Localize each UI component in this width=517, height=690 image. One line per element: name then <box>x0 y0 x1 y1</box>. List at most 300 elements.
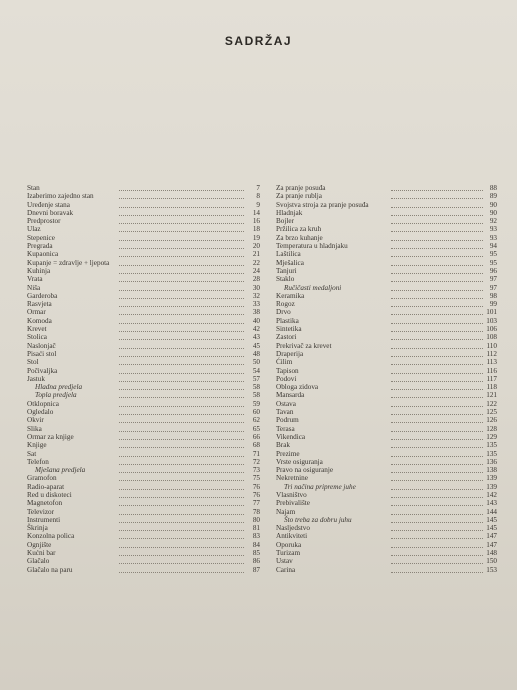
toc-entry <box>27 508 260 516</box>
toc-entry <box>27 441 260 449</box>
toc-page-number: 135 <box>486 441 497 450</box>
toc-subentry-label: Ručičasti medaljoni <box>284 283 342 292</box>
toc-page-number: 135 <box>486 449 497 458</box>
dot-leader <box>391 572 483 573</box>
dot-leader <box>391 190 483 191</box>
toc-page-number: 77 <box>252 499 260 508</box>
dot-leader <box>391 331 483 332</box>
toc-entry-label: Za pranje rublja <box>276 192 322 201</box>
dot-leader <box>391 265 483 266</box>
toc-entry <box>27 350 260 358</box>
dot-leader <box>391 231 483 232</box>
toc-entry <box>27 566 260 574</box>
toc-entry <box>276 333 497 341</box>
toc-entry <box>27 557 260 565</box>
toc-entry <box>276 466 497 474</box>
toc-page-number: 139 <box>486 474 497 483</box>
toc-entry <box>276 483 497 491</box>
toc-entry-label: Uređenje stana <box>27 200 70 209</box>
dot-leader <box>391 240 483 241</box>
toc-page-number: 147 <box>486 532 497 541</box>
toc-page-number: 101 <box>486 308 497 317</box>
dot-leader <box>391 381 483 382</box>
dot-leader <box>119 414 244 415</box>
toc-page-number: 7 <box>256 184 260 192</box>
toc-entry <box>276 549 497 557</box>
toc-entry-label: Prebivalište <box>276 499 310 508</box>
toc-entry <box>27 499 260 507</box>
toc-entry <box>27 184 260 192</box>
toc-entry-label: Mansarda <box>276 391 305 400</box>
toc-entry-label: Za brzo kuhanje <box>276 233 323 242</box>
toc-entry <box>276 342 497 350</box>
toc-entry-label: Tavan <box>276 408 294 417</box>
toc-page-number: 59 <box>252 399 260 408</box>
toc-entry <box>276 499 497 507</box>
toc-entry <box>27 358 260 366</box>
toc-page-number: 78 <box>252 507 260 516</box>
toc-page-number: 42 <box>252 325 260 334</box>
dot-leader <box>391 406 483 407</box>
dot-leader <box>119 422 244 423</box>
toc-entry-label: Pisaći stol <box>27 349 57 358</box>
toc-entry-label: Turizam <box>276 549 301 558</box>
toc-page-number: 50 <box>252 358 260 367</box>
toc-page-number: 66 <box>252 432 260 441</box>
toc-entry <box>276 375 497 383</box>
toc-entry-label: Stepenice <box>27 233 55 242</box>
dot-leader <box>391 422 483 423</box>
toc-page-number: 139 <box>486 482 497 491</box>
dot-leader <box>119 489 244 490</box>
toc-entry <box>27 300 260 308</box>
toc-entry <box>27 516 260 524</box>
toc-entry <box>27 275 260 283</box>
toc-page-number: 126 <box>486 416 497 425</box>
toc-page-number: 110 <box>486 341 497 350</box>
dot-leader <box>119 314 244 315</box>
toc-entry-label: Keramika <box>276 291 305 300</box>
toc-entry <box>276 441 497 449</box>
toc-entry-label: Instrumenti <box>27 515 61 524</box>
dot-leader <box>391 480 483 481</box>
dot-leader <box>391 306 483 307</box>
toc-page-number: 92 <box>489 217 497 226</box>
toc-page-number: 97 <box>489 283 497 292</box>
dot-leader <box>119 339 244 340</box>
dot-leader <box>119 497 244 498</box>
toc-subentry-label: Što treba za dobru juhu <box>284 515 352 524</box>
toc-page-number: 33 <box>252 300 260 309</box>
toc-page-number: 94 <box>489 242 497 251</box>
toc-entry-label: Oporuka <box>276 540 302 549</box>
toc-page-number: 142 <box>486 490 497 499</box>
dot-leader <box>391 563 483 564</box>
dot-leader <box>119 522 244 523</box>
toc-entry-label: Počivaljka <box>27 366 58 375</box>
toc-page-number: 16 <box>252 217 260 226</box>
toc-entry-label: Telefon <box>27 457 49 466</box>
toc-entry <box>276 217 497 225</box>
toc-page-number: 19 <box>252 233 260 242</box>
toc-entry-label: Ognjište <box>27 540 52 549</box>
toc-page-number: 153 <box>486 565 497 574</box>
toc-entry <box>27 416 260 424</box>
toc-column-right <box>276 184 497 574</box>
dot-leader <box>391 464 483 465</box>
toc-entry-label: Stan <box>27 184 40 192</box>
toc-page-number: 125 <box>486 408 497 417</box>
toc-page-number: 147 <box>486 540 497 549</box>
dot-leader <box>119 223 244 224</box>
toc-entry <box>276 259 497 267</box>
toc-page-number: 85 <box>252 549 260 558</box>
toc-entry-label: Stol <box>27 358 39 367</box>
toc-page-number: 75 <box>252 474 260 483</box>
toc-page-number: 71 <box>252 449 260 458</box>
toc-entry <box>276 267 497 275</box>
toc-page-number: 121 <box>486 391 497 400</box>
toc-entry <box>276 524 497 532</box>
toc-entry-label: Drvo <box>276 308 291 317</box>
toc-entry-label: Nekretnine <box>276 474 308 483</box>
dot-leader <box>391 389 483 390</box>
toc-entry <box>27 325 260 333</box>
dot-leader <box>391 530 483 531</box>
dot-leader <box>391 290 483 291</box>
toc-entry <box>276 416 497 424</box>
dot-leader <box>119 356 244 357</box>
dot-leader <box>391 397 483 398</box>
toc-entry-label: Gramofon <box>27 474 57 483</box>
toc-entry <box>27 284 260 292</box>
toc-page-number: 54 <box>252 366 260 375</box>
toc-entry-label: Dnevni boravak <box>27 208 74 217</box>
toc-page-number: 122 <box>486 399 497 408</box>
toc-entry <box>27 259 260 267</box>
toc-entry-label: Zastori <box>276 333 297 342</box>
dot-leader <box>391 505 483 506</box>
toc-page-number: 57 <box>252 374 260 383</box>
toc-page-number: 40 <box>252 316 260 325</box>
toc-page-number: 95 <box>489 258 497 267</box>
toc-entry <box>27 317 260 325</box>
toc-entry-label: Tanjuri <box>276 266 297 275</box>
toc-entry <box>276 242 497 250</box>
dot-leader <box>391 248 483 249</box>
toc-entry-label: Ogledalo <box>27 408 54 417</box>
dot-leader <box>119 530 244 531</box>
toc-page-number: 81 <box>252 524 260 533</box>
dot-leader <box>391 323 483 324</box>
dot-leader <box>391 314 483 315</box>
toc-page-number: 98 <box>489 291 497 300</box>
toc-entry-label: Slika <box>27 424 42 433</box>
toc-entry-label: Glačalo na paru <box>27 565 73 574</box>
toc-page-number: 136 <box>486 457 497 466</box>
dot-leader <box>119 281 244 282</box>
dot-leader <box>119 563 244 564</box>
toc-entry <box>27 383 260 391</box>
dot-leader <box>391 447 483 448</box>
toc-page-number: 112 <box>486 349 497 358</box>
dot-leader <box>119 431 244 432</box>
toc-page-number: 43 <box>252 333 260 342</box>
toc-entry-label: Stolica <box>27 333 47 342</box>
dot-leader <box>119 389 244 390</box>
toc-entry <box>27 458 260 466</box>
toc-entry <box>276 234 497 242</box>
toc-entry-label: Hladnjak <box>276 208 303 217</box>
toc-page-number: 73 <box>252 466 260 475</box>
dot-leader <box>391 472 483 473</box>
toc-page-number: 117 <box>486 374 497 383</box>
toc-page-number: 68 <box>252 441 260 450</box>
toc-entry <box>276 317 497 325</box>
toc-entry <box>27 217 260 225</box>
dot-leader <box>391 215 483 216</box>
dot-leader <box>119 439 244 440</box>
toc-entry-label: Pržilica za kruh <box>276 225 322 234</box>
dot-leader <box>119 207 244 208</box>
toc-subentry-label: Topla predjela <box>35 391 77 400</box>
toc-entry-label: Temperatura u hladnjaku <box>276 242 348 251</box>
toc-entry-label: Knjige <box>27 441 47 450</box>
toc-entry-label: Kuhinja <box>27 266 51 275</box>
toc-entry <box>276 391 497 399</box>
toc-entry-label: Vikendica <box>276 432 306 441</box>
dot-leader <box>391 348 483 349</box>
toc-entry <box>276 284 497 292</box>
toc-entry <box>276 516 497 524</box>
toc-page-number: 108 <box>486 333 497 342</box>
dot-leader <box>119 231 244 232</box>
dot-leader <box>119 555 244 556</box>
toc-entry <box>27 524 260 532</box>
toc-entry-label: Sintetika <box>276 325 302 334</box>
toc-entry <box>27 209 260 217</box>
toc-entry-label: Red u diskoteci <box>27 490 72 499</box>
toc-entry-label: Magnetofon <box>27 499 63 508</box>
toc-entry <box>276 450 497 458</box>
toc-page-number: 30 <box>252 283 260 292</box>
toc-entry-label: Draperija <box>276 349 304 358</box>
toc-page-number: 128 <box>486 424 497 433</box>
toc-page-number: 45 <box>252 341 260 350</box>
toc-entry-label: Brak <box>276 441 290 450</box>
toc-page-number: 118 <box>486 383 497 392</box>
dot-leader <box>119 406 244 407</box>
dot-leader <box>391 207 483 208</box>
toc-page-number: 8 <box>256 192 260 201</box>
toc-entry-label: Komoda <box>27 316 52 325</box>
toc-entry <box>276 308 497 316</box>
toc-page-number: 65 <box>252 424 260 433</box>
toc-entry <box>27 408 260 416</box>
toc-entry-label: Pregrada <box>27 242 53 251</box>
toc-page-number: 106 <box>486 325 497 334</box>
toc-subentry-label: Hladna predjela <box>35 383 83 392</box>
toc-page-number: 21 <box>252 250 260 259</box>
dot-leader <box>119 538 244 539</box>
toc-page-number: 84 <box>252 540 260 549</box>
toc-entry-label: Antikviteti <box>276 532 308 541</box>
dot-leader <box>119 265 244 266</box>
dot-leader <box>391 456 483 457</box>
dot-leader <box>391 514 483 515</box>
toc-entry-label: Garderoba <box>27 291 58 300</box>
toc-entry-label: Obloga zidova <box>276 383 319 392</box>
toc-entry-label: Tapison <box>276 366 299 375</box>
dot-leader <box>391 414 483 415</box>
toc-entry-label: Radio-aparat <box>27 482 65 491</box>
toc-entry <box>27 541 260 549</box>
toc-page-number: 113 <box>486 358 497 367</box>
dot-leader <box>391 281 483 282</box>
toc-entry <box>27 201 260 209</box>
dot-leader <box>391 431 483 432</box>
toc-entry <box>276 367 497 375</box>
toc-entry <box>276 325 497 333</box>
toc-entry-label: Svojstva stroja za pranje posuđa <box>276 200 369 209</box>
toc-page-number: 148 <box>486 549 497 558</box>
dot-leader <box>119 505 244 506</box>
toc-entry <box>276 491 497 499</box>
toc-entry <box>276 225 497 233</box>
dot-leader <box>391 547 483 548</box>
toc-entry <box>27 250 260 258</box>
toc-entry <box>27 267 260 275</box>
toc-entry-label: Sat <box>27 449 37 458</box>
toc-page-number: 76 <box>252 482 260 491</box>
toc-entry <box>276 508 497 516</box>
toc-entry <box>276 300 497 308</box>
toc-entry-label: Terasa <box>276 424 295 433</box>
toc-entry-label: Kupanje = zdravlje + ljepota <box>27 258 110 267</box>
dot-leader <box>119 240 244 241</box>
toc-entry <box>276 433 497 441</box>
dot-leader <box>391 555 483 556</box>
dot-leader <box>119 256 244 257</box>
toc-entry-label: Nasljedstvo <box>276 524 310 533</box>
toc-page-number: 32 <box>252 291 260 300</box>
dot-leader <box>391 364 483 365</box>
toc-page-number: 99 <box>489 300 497 309</box>
toc-page-number: 20 <box>252 242 260 251</box>
toc-entry-label: Prekrivač za krevet <box>276 341 332 350</box>
dot-leader <box>119 298 244 299</box>
toc-entry <box>27 342 260 350</box>
toc-entry <box>27 491 260 499</box>
toc-entry-label: Predprostor <box>27 217 61 226</box>
toc-page-number: 48 <box>252 349 260 358</box>
dot-leader <box>119 373 244 374</box>
toc-entry <box>276 250 497 258</box>
toc-entry <box>276 350 497 358</box>
toc-entry-label: Ormar za knjige <box>27 432 74 441</box>
toc-entry <box>27 474 260 482</box>
toc-entry <box>27 433 260 441</box>
toc-entry-label: Niša <box>27 283 41 292</box>
toc-entry-label: Izaberimo zajedno stan <box>27 192 94 201</box>
dot-leader <box>119 572 244 573</box>
dot-leader <box>119 514 244 515</box>
dot-leader <box>391 439 483 440</box>
dot-leader <box>119 456 244 457</box>
toc-entry <box>276 458 497 466</box>
toc-entry <box>276 201 497 209</box>
toc-page-number: 62 <box>252 416 260 425</box>
toc-page-number: 88 <box>489 184 497 192</box>
toc-entry <box>27 367 260 375</box>
dot-leader <box>119 480 244 481</box>
page-title: SADRŽAJ <box>224 34 293 48</box>
toc-entry <box>27 292 260 300</box>
toc-entry <box>276 474 497 482</box>
toc-entry-label: Televizor <box>27 507 55 516</box>
dot-leader <box>391 273 483 274</box>
toc-entry <box>276 209 497 217</box>
toc-entry-label: Mješalica <box>276 258 304 267</box>
dot-leader <box>119 215 244 216</box>
toc-page-number: 86 <box>252 557 260 566</box>
toc-entry-label: Okvir <box>27 416 44 425</box>
toc-column-left <box>27 184 260 574</box>
dot-leader <box>391 223 483 224</box>
toc-entry-label: Podrum <box>276 416 299 425</box>
toc-entry-label: Kućni bar <box>27 549 56 558</box>
toc-page-number: 58 <box>252 383 260 392</box>
toc-entry-label: Ormar <box>27 308 46 317</box>
toc-page-number: 129 <box>486 432 497 441</box>
toc-page-number: 145 <box>486 515 497 524</box>
toc-entry-label: Ostava <box>276 399 296 408</box>
toc-entry <box>276 192 497 200</box>
toc-page-number: 143 <box>486 499 497 508</box>
toc-page-number: 80 <box>252 515 260 524</box>
toc-entry <box>27 225 260 233</box>
dot-leader <box>119 348 244 349</box>
dot-leader <box>119 306 244 307</box>
toc-page-number: 95 <box>489 250 497 259</box>
toc-entry-label: Škrinja <box>27 524 48 533</box>
toc-page-number: 14 <box>252 208 260 217</box>
toc-page-number: 89 <box>489 192 497 201</box>
toc-entry <box>27 549 260 557</box>
toc-entry <box>276 425 497 433</box>
toc-entry <box>27 425 260 433</box>
toc-entry-label: Bojler <box>276 217 294 226</box>
toc-entry-label: Kupaonica <box>27 250 59 259</box>
toc-entry-label: Staklo <box>276 275 295 284</box>
dot-leader <box>391 373 483 374</box>
toc-page-number: 38 <box>252 308 260 317</box>
toc-page-number: 116 <box>486 366 497 375</box>
toc-page-number: 58 <box>252 391 260 400</box>
toc-page-number: 150 <box>486 557 497 566</box>
toc-entry <box>276 566 497 574</box>
toc-page-number: 138 <box>486 466 497 475</box>
toc-entry-label: Vrste osiguranja <box>276 457 323 466</box>
toc-entry-label: Ustav <box>276 557 293 566</box>
toc-entry <box>27 483 260 491</box>
toc-entry <box>276 532 497 540</box>
toc-entry <box>27 532 260 540</box>
toc-entry <box>276 400 497 408</box>
toc-page-number: 9 <box>256 200 260 209</box>
dot-leader <box>119 248 244 249</box>
toc-entry-label: Za pranje posuđa <box>276 184 326 192</box>
